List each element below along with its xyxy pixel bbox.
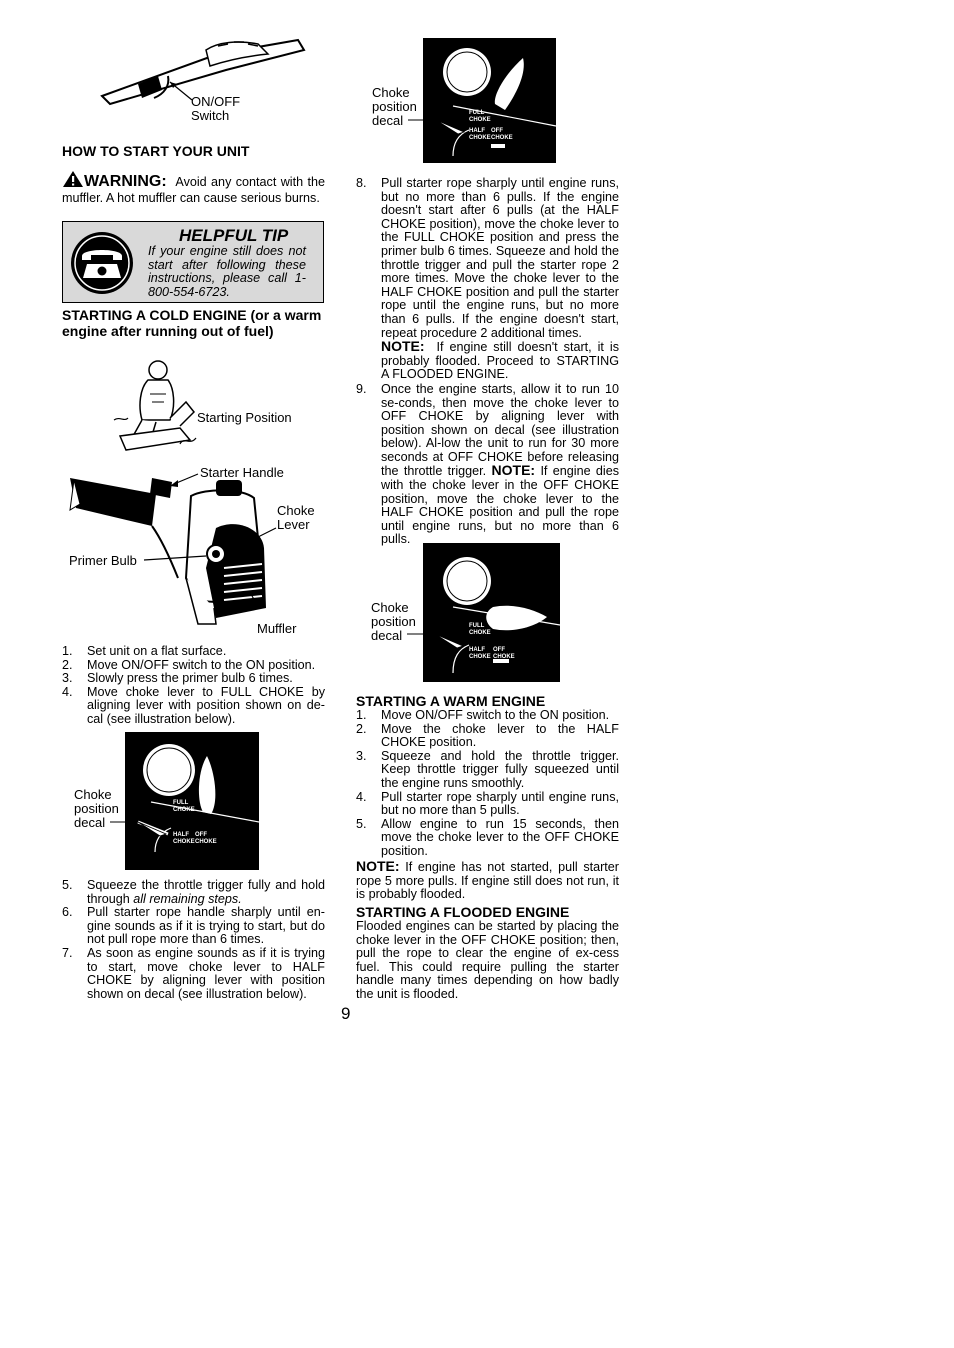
list-item: 5. Allow engine to run 15 seconds, then move the choke lever to the OFF CHOKE position. — [356, 816, 619, 858]
decal-off-text: OFF CHOKE — [195, 832, 217, 845]
decal-off-text: OFF CHOKE — [493, 647, 515, 660]
decal-full-text: FULL CHOKE — [469, 110, 491, 123]
decal-half-text: HALF CHOKE — [469, 128, 491, 141]
choke-lever-label: Choke Lever — [277, 503, 315, 532]
choke-decal-label: Choke position decal — [372, 85, 417, 128]
pointer-arrow — [108, 814, 178, 840]
list-item: 3. Squeeze and hold the throttle trigger. Keep throttle trigger fully squeezed until the engine runs smoothly. — [356, 748, 619, 790]
list-item: 9. Once the engine starts, allow it to run 10 se-conds, then move the choke lever to OFF CHOKE by aligning lever with position shown on decal (see illustration below). Al-low the unit to run for 30 more seconds at OFF CHOKE before releasing the throttle trigger. NOTE: If engine dies with the choke lever in the OFF CHOKE position, move the choke lever to the HALF CHOKE position and pull the rope until engine runs, but no more than 6 pulls. — [356, 381, 620, 547]
warm-engine-note: NOTE: If engine has not started, pull starter rope 5 more pulls. If engine still does not run, it is probably flooded. — [356, 858, 620, 902]
choke-decal-half — [423, 38, 556, 163]
list-item: 1. Set unit on a flat surface. — [62, 644, 227, 658]
flooded-engine-text: Flooded engines can be started by placing the choke lever in the OFF CHOKE position; then, pull the rope to clear the engine of ex-cess fuel. This could require pulling the starter handle many times depending on how badly the unit is flooded. — [356, 919, 619, 1001]
list-item: 3. Slowly press the primer bulb 6 times. — [62, 671, 293, 686]
decal-half-text: HALF CHOKE — [173, 832, 195, 845]
warm-steps-list — [356, 709, 619, 859]
warning-label: WARNING: — [84, 173, 167, 190]
warning-paragraph — [62, 170, 325, 205]
decal-half-text: HALF CHOKE — [469, 647, 491, 660]
list-item: 6. Pull starter rope handle sharply until en-gine sounds as if it is trying to start, but do not pull rope more than 6 times. — [62, 905, 325, 947]
cold-steps-list-c — [356, 177, 619, 547]
flooded-engine-heading: STARTING A FLOODED ENGINE — [356, 904, 570, 920]
cold-engine-heading: STARTING A COLD ENGINE (or a warm engine after running out of fuel) — [62, 307, 322, 339]
decal-full-text: FULL CHOKE — [173, 800, 195, 813]
list-item: 2. Move ON/OFF switch to the ON position. — [62, 657, 316, 672]
choke-decal-label: Choke position decal — [74, 787, 119, 830]
helpful-tip-title: HELPFUL TIP — [179, 226, 289, 245]
pointer-arrow — [406, 112, 476, 138]
cold-steps-list-b — [62, 879, 325, 1001]
warm-engine-heading: STARTING A WARM ENGINE — [356, 693, 546, 709]
starting-position-label: Starting Position — [197, 410, 292, 425]
choke-decal-off — [423, 543, 560, 682]
list-item: 1. Move ON/OFF switch to the ON position. — [356, 708, 610, 722]
list-item: 4. Move choke lever to FULL CHOKE by aligning lever with position shown on de-cal (see illustration below). — [62, 684, 325, 726]
warning-icon — [62, 170, 84, 192]
starter-handle-label: Starter Handle — [200, 465, 284, 480]
cold-steps-list-a — [62, 645, 325, 727]
list-item: 7. As soon as engine sounds as if it is trying to start, move choke lever to HALF CHOKE by aligning lever with position shown on decal (see illustration below). — [62, 945, 325, 1001]
page-number: 9 — [341, 1004, 351, 1023]
primer-bulb-label: Primer Bulb — [69, 553, 137, 568]
muffler-label: Muffler — [257, 621, 297, 636]
list-item: 4. Pull starter rope sharply until engine runs, but no more than 5 pulls. — [356, 789, 619, 818]
warning-text: Avoid any contact with the muffler. A hot muffler can cause serious burns. — [62, 175, 325, 205]
list-item: 5. Squeeze the throttle trigger fully and hold through all remaining steps. — [62, 878, 325, 906]
decal-off-text: OFF CHOKE — [491, 128, 513, 141]
list-item: 8. Pull starter rope sharply until engine runs, but no more than 6 pulls. If the engine doesn't start after 6 pulls (at the HALF CHOKE position), move the choke lever to the FULL CHOKE position and press the primer bulb 6 times. Squeeze and hold the throttle trigger and pull the starter rope 2 more times. Move the choke lever to the HALF CHOKE position and pull the starter rope until the engine runs, but no more than 6 pulls. If the engine doesn't start, repeat procedure 2 additional times. NOTE: If engine still doesn't start, it is probably flooded. Proceed to STARTING A FLOODED ENGINE. — [356, 176, 620, 382]
helpful-tip-text: If your engine still does not start after following these instructions, please call 1-800-554-6723. — [148, 244, 306, 299]
how-to-start-heading: HOW TO START YOUR UNIT — [62, 143, 250, 159]
on-off-switch-label: ON/OFF Switch — [191, 94, 241, 123]
telephone-icon — [69, 230, 135, 296]
helpful-tip-box — [62, 221, 324, 303]
choke-decal-full — [125, 732, 259, 870]
decal-full-text: FULL CHOKE — [469, 623, 491, 636]
choke-decal-label: Choke position decal — [371, 600, 416, 643]
list-item: 2. Move the choke lever to the HALF CHOKE position. — [356, 721, 619, 750]
pointer-arrow — [405, 628, 475, 654]
starting-position-illustration — [110, 356, 210, 456]
pointer-lines — [140, 470, 290, 620]
